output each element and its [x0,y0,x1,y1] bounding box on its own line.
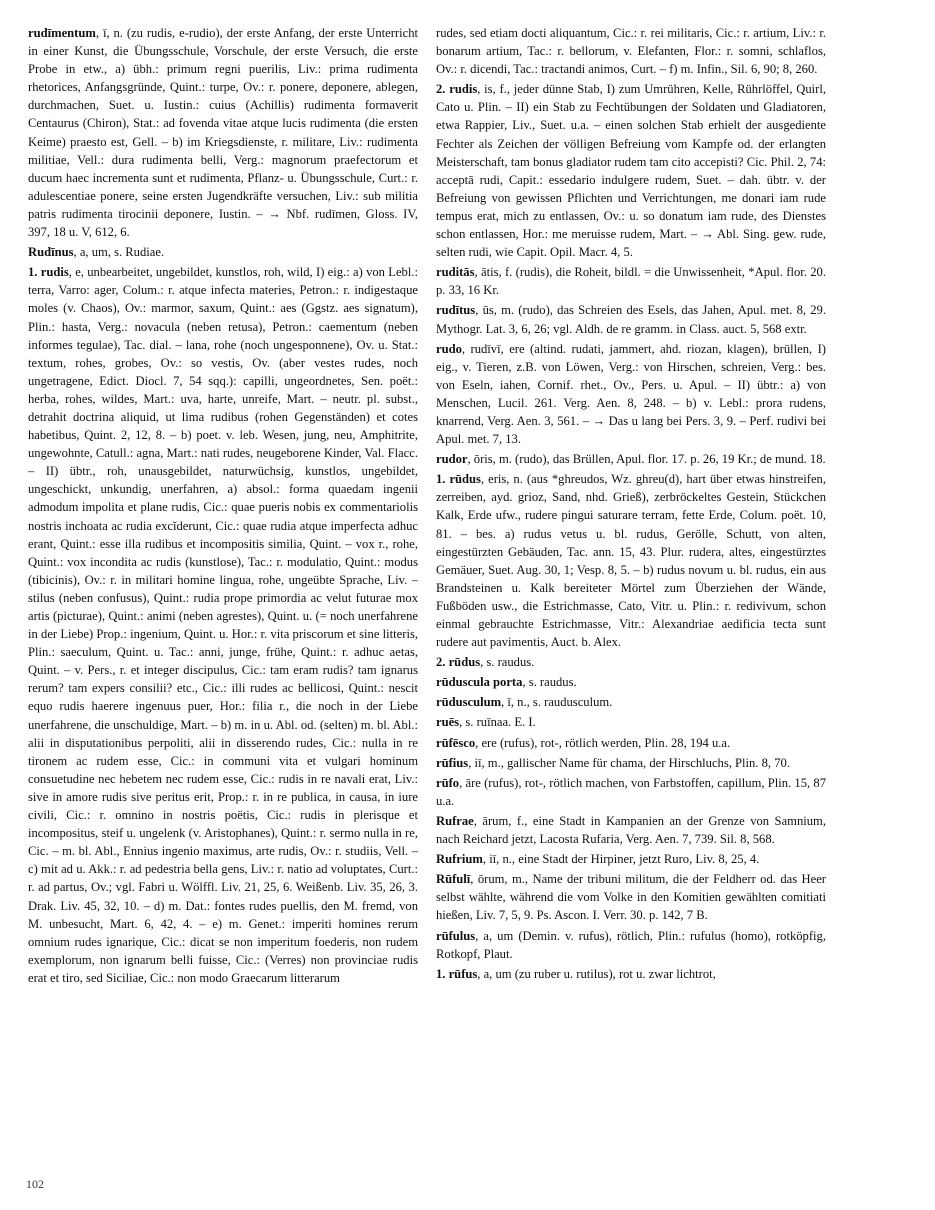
entry-headword: Rūfulī [436,872,471,887]
dictionary-entry [436,965,826,983]
dictionary-entry [28,24,418,241]
entry-headword: Rufrium [436,852,483,867]
entry-text: , s. raudus. [480,655,535,670]
entry-text: , ī, n. (zu rudis, e-rudio), der erste Anfang, der erste Unterricht in einer Kunst, die Übungsschule, Vorschule, der erste Versuch, die erste Probe in etw., a) übh.: primum regni puerilis, Liv.: prima rudimenta rhetorices, Anfangsgründe, Quint.: turpe, Ov.: r. ponere, deponere, ablegen, durchmachen, Suet. u. Iustin.: cuius (Achillis) rudimenta formaverit Centaurus (Chiron), Stat.: ad fovenda vitae atque lucis rudimenta (die ersten Keime) praesto est, Gell. – b) im Kriegsdienste, r. militare, Liv.: rudimenta militiae, Vell.: dura rudimenta belli, Verg.: magnorum praefectorum et ducum haec incrementa sunt et rudimenta, Pflanz- u. Übungsschule, Curt.: r. adulescentiae ponere, seine ersten Jugendkräfte versuchen, Liv.: sub militia patris rudimenta tirocinii deponere, Iustin. – → Nbf. rudīmen, Gloss. IV, 397, 18 u. V, 612, 6. [28,26,418,240]
entry-headword: rudor [436,452,468,467]
dictionary-entry-continued [436,24,826,78]
dictionary-entry [436,693,826,711]
dictionary-entry [436,673,826,691]
dictionary-entry [436,470,826,651]
entry-headword: ruēs [436,715,460,730]
dictionary-entry [436,754,826,772]
entry-text: , iī, m., gallischer Name für chama, der Hirschluchs, Plin. 8, 70. [468,755,790,770]
entry-text: , eris, n. (aus *ghreudos, Wz. ghreu(d), hart über etwas hinstreifen, zerreiben, ayd. grioz, Sand, nhd. Grieß), zerbröckeltes Gestein, Stückchen Kalk, Erde ufw., rudere pingui saturare terram, fette Erde, Colum. poët. 10, 81. – bes. a) rudus vetus u. bl. rudus, Gerölle, Schutt, von alten, eingestürzten Gebäuden, Tac. ann. 15, 43. Plur. rudera, altes, eingestürztes Gemäuer, Suet. Aug. 30, 1; Vesp. 8, 5. – b) rudus novum u. bl. rudus, ein aus Brandsteinen u. Kalk bereiteter Mörtel zum Überziehen der Wände, Fußböden usw., die Estrichmasse, Cato, Vitr. u. Plin.: r. redivivum, schon einmal gebrauchte Estrichmasse, Vitr.: Alexandriae aedificia tecta sunt rudere aut pavimentis, Auct. b. Alex. [436,472,826,650]
entry-text: , rudīvī, ere (altind. rudati, jammert, ahd. riozan, klagen), brüllen, I) eig., v. Tieren, z.B. von Löwen, Verg.: von Hirschen, schreien, Verg.: bes. von Eseln, iahen, Cornif. rhet., Ov., Pers. u. Apul. – II) übtr.: a) von Menschen, Lucil. 261. Verg. Aen. 8, 248. – b) v. Lebl.: prora rudens, knarrend, Verg. Aen. 3, 561. – → Das u lang bei Pers. 3, 9. – Perf. rudivi bei Apul. met. 7, 13. [436,341,826,447]
dictionary-entry [28,243,418,261]
dictionary-entry [436,263,826,299]
entry-text: , is, f., jeder dünne Stab, I) zum Umrühren, Kelle, Rührlöffel, Quirl, Cato u. Plin. – II) ein Stab zu Fechtübungen der Soldaten und Gladiatoren, etwa Rappier, Liv., Suet. u.a. – einen solchen Stab erhielt der ausgediente Fechter als Zeichen der völligen Befreiung vom Kampfe od. der erlangten Meisterschaft, tam bonus gladiator rudem tam cito accepisti? Cic. Phil. 2, 74: acceptā rudi, Capit.: essedario indulgere rudem, Suet. – dah. übtr. v. der Befreiung von gewissen Pflichten und Verrichtungen, me donari iam rude tempus erat, mich zu entlassen, Ov.: u. so donatum iam rude, des Dienstes schon entlassen, Hor.: me meruisse rudem, Mart. – → Abl. Sing. gew. rude, selten rudi, wie Capit. Opil. Macr. 4, 5. [436,82,826,260]
dictionary-entry [436,450,826,468]
entry-text: , ātis, f. (rudis), die Roheit, bildl. = die Unwissenheit, *Apul. flor. 20. p. 33, 16 Kr. [436,265,826,298]
entry-headword: rūdusculum [436,695,502,710]
dictionary-entry [436,713,826,731]
dictionary-entry [436,80,826,261]
entry-text: , e, unbearbeitet, ungebildet, kunstlos, roh, wild, I) eig.: a) von Lebl.: terra, Varro: ager, Colum.: r. atque infecta materies, Petron.: r. indigestaque moles (v. Chaos), Ov.: marmor, saxum, Quint.: aes (Ggstz. aes signatum), Plin.: hasta, Verg.: novacula (neben retusa), Petron.: caementum (neben informes tegulae), Tac. dial. – lana, rohe (noch ungesponnene), Ov. u. Stat.: textum, rohes, grobes, Ov.: so vestis, Ov. (aber vestes rudes, noch ungetragene, Edict. Diocl. 7, 54 sqq.): capilli, ungeordnetes, Sen. poët.: herba, rohes, wildes, Mart.: uva, harte, unreife, Mart. – neutr. pl. subst., detrahit doctrina aliquid, ut lima rudibus (rohen Gegenständen) et cotes habetibus, Quint. 2, 12, 8. – b) poet. v. leb. Wesen, jung, neu, Amphitrite, ungewohnte, Catull.: agna, Mart.: nati rudes, neugeborene Kinder, Val. Flacc. – II) übtr., roh, unausgebildet, naturwüchsig, kunstlos, ungebildet, ungeschickt, unkundig, unerfahren, a) absol.: forma quaedam ingenii admodum impolita et plane rudis, Cic.: quae pueris nobis ex commentariolis nostris inchoata ac rudia excĭderunt, Cic.: quae rudia atque imperfecta adhuc erant, Quint.: esse illa rudibus et incompositis similia, Quint. – vox r., rohe, Quint.: vox incondita ac rudis (kunstlose), Tac.: r. modulatio, Quint.: modus (tibicinis), Ov.: r. in militari homine lingua, rohe, ungeübte Sprache, Liv. – stilus (neben confusus), Quint.: rudia prope primordia ac velut futurae mox artis (picturae), Quint.: animi (neben agrestes), Quint. u. (= noch unerfahrene in der Liebe) Prop.: ingenium, Quint. u. Hor.: r. vita priscorum et sine litteris, Plin.: saeculum, Quint. u. Tac.: anni, junge, frühe, Quint.: r. adhuc aetas, Quint. – v. Pers., r. et integer discipulus, Cic.: tam eram rudis? tam ignarus rerum? tam expers consilii? etc., Cic.: illi rudes ac bellicosi, Quint.: nescit equo rudis haerere ingenuus puer, Hor.: filia r., die noch in der Liebe unerfahrene, die unschuldige, Mart. – b) m. in u. Abl. od. (selten) m. bl. Abl.: alii in disputationibus perpoliti, alii in disserendo rudes, Cic.: nulla in re tironem ac rudem esse, Cic.: in communi vita et vulgari hominum consuetudine nec hebetem nec rudem esse, Cic.: rudis in re navali erat, Liv.: sive in amore rudis sive peritus erit, Prop.: r. in re publica, in causa, in iure civili, Cic.: r. omnino in nostris poëtis, Cic.: rudis in plerisque et incompositus, steif u. ungelenk (v. Aristophanes), Quint.: r. sermo nulla in re, Cic. – m. bl. Abl., Ennius ingenio maximus, arte rudis, Ov.: r. studiis, Vell. – c) mit ad u. Akk.: r. ad pedestria bella gens, Liv.: r. natio ad voluptates, Curt.: r. ad partus, Ov.; vgl. Fabri u. Wölffl. Liv. 21, 25, 6. Weißenb. Liv. 35, 26, 3. Drak. Liv. 45, 32, 10. – d) m. Dat.: fontes rudes puellis, den M. fremd, von M. unbesucht, Mart. 6, 42, 4. – e) m. Genet.: imperiti homines rerum omnium rudes ignarique, Cic.: dicat se non imperitum foederis, non rudem exemplorum, non ignarum belli fuisse, Cic.: (Verres) non provinciae rudis erat et tiro, sed Siciliae, Cic.: non modo Graecarum litterarum [28,265,418,985]
entry-headword: 1. rūfus [436,966,478,981]
dictionary-entry [436,850,826,868]
entry-headword: 1. rudis [28,265,69,280]
dictionary-entry [436,301,826,337]
entry-text: , ūs, m. (rudo), das Schreien des Esels, das Jahen, Apul. met. 8, 29. Mythogr. Lat. 3, 6, 26; vgl. Aldh. de re gramm. in Class. auct. 5, 568 extr. [436,303,826,336]
entry-headword: rūfēsco [436,735,476,750]
entry-headword: rūfius [436,755,469,770]
entry-text: , ārum, f., eine Stadt in Kampanien an der Grenze von Samnium, nach Reichard jetzt, Lacosta Rufaria, Verg. Aen. 7, 739. Sil. 8, 568. [436,813,826,847]
left-column [28,24,418,987]
entry-text: , ōris, m. (rudo), das Brüllen, Apul. flor. 17. p. 26, 19 Kr.; de mund. 18. [467,452,826,467]
dictionary-entry [436,774,826,810]
entry-text: , ere (rufus), rot-, rötlich werden, Plin. 28, 194 u.a. [475,735,731,750]
entry-text: , s. ruīnaa. E. I. [459,715,536,730]
dictionary-entry [436,734,826,752]
right-column [436,24,826,983]
entry-headword: ruditās [436,265,475,280]
dictionary-entry [436,927,826,963]
entry-headword: 2. rūdus [436,655,481,670]
entry-headword: rūfulus [436,928,476,943]
entry-text: , iī, n., eine Stadt der Hirpiner, jetzt Ruro, Liv. 8, 25, 4. [482,852,760,867]
dictionary-entry [436,653,826,671]
entry-headword: rudo [436,341,462,356]
entry-text: , a, um (Demin. v. rufus), rötlich, Plin.: rufulus (homo), rotköpfig, Rotkopf, Plaut. [436,928,826,961]
dictionary-entry [436,870,826,924]
entry-text: rudes, sed etiam docti aliquantum, Cic.: r. rei militaris, Cic.: r. artium, Liv.: r. bonarum artium, Tac.: r. bellorum, v. Elefanten, Flor.: r. somni, schlaflos, Ov.: r. dicendi, Tac.: tractandi animos, Curt. – f) m. Infin., Sil. 6, 90; 8, 260. [436,26,826,77]
entry-text: , ōrum, m., Name der tribuni militum, die der Feldherr od. das Heer selbst wählte, während die vom Volke in den Komitien gewählten comitiati hießen, Liv. 7, 5, 9. Ps. Ascon. I. Verr. 30. p. 142, 7 B. [436,872,826,923]
entry-headword: rudīmentum [28,26,96,40]
entry-headword: Rufrae [436,813,474,828]
page-number: 102 [26,1177,44,1191]
entry-text: , ī, n., s. raudusculum. [501,695,613,710]
entry-text: , a, um, s. Rudiae. [73,245,165,260]
entry-headword: rudītus [436,303,476,318]
dictionary-entry [436,340,826,449]
entry-headword: 1. rūdus [436,472,481,487]
entry-headword: 2. rudis [436,82,478,97]
dictionary-entry [436,812,826,848]
entry-text: , s. raudus. [522,675,577,690]
dictionary-entry [28,263,418,987]
entry-text: , a, um (zu ruber u. rutilus), rot u. zwar lichtrot, [477,966,716,981]
entry-text: , āre (rufus), rot-, rötlich machen, von Farbstoffen, capillum, Plin. 15, 87 u.a. [436,775,826,808]
entry-headword: rūduscula porta [436,675,523,690]
entry-headword: Rudīnus [28,245,74,260]
entry-headword: rūfo [436,775,460,790]
